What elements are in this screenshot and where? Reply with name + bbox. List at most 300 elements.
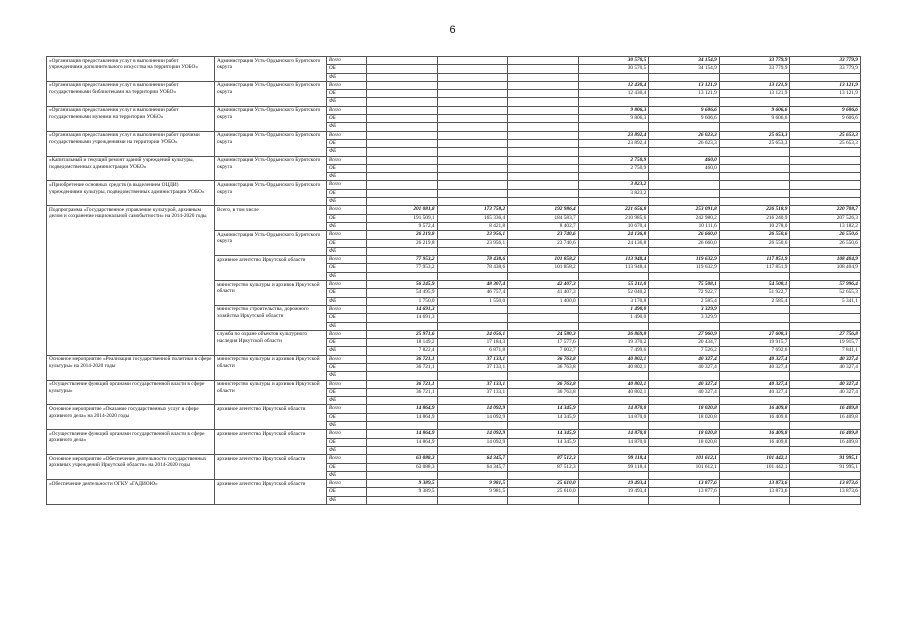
funding-source-cell: ФБ (327, 347, 367, 355)
amount-cell: 16 409,8 (790, 405, 861, 413)
amount-cell (437, 73, 508, 81)
funding-source-cell: ОБ (327, 239, 367, 247)
amount-cell (719, 322, 790, 330)
amount-cell: 37 133,1 (437, 380, 508, 388)
page-number: 6 (449, 24, 456, 36)
table-row (47, 181, 861, 189)
funding-source-cell: ФБ (327, 123, 367, 131)
amount-cell: 9 806,3 (578, 115, 649, 123)
amount-cell: 1 400,0 (508, 297, 579, 305)
amount-cell: 119 632,9 (649, 264, 720, 272)
amount-cell (508, 422, 579, 430)
amount-cell (437, 106, 508, 114)
amount-cell (790, 272, 861, 280)
amount-cell: 19 915,7 (719, 339, 790, 347)
amount-cell (437, 198, 508, 206)
amount-cell: 75 508,1 (649, 281, 720, 289)
amount-cell: 242 980,2 (649, 214, 720, 222)
amount-cell (649, 372, 720, 380)
table-row (47, 405, 861, 413)
amount-cell: 7 526,2 (649, 347, 720, 355)
amount-cell (437, 164, 508, 172)
amount-cell: 10 670,4 (578, 222, 649, 230)
amount-cell (508, 164, 579, 172)
amount-cell: 19 370,2 (578, 339, 649, 347)
amount-cell: 13 877,6 (649, 488, 720, 496)
amount-cell (508, 305, 579, 313)
amount-cell: 9 606,6 (719, 115, 790, 123)
amount-cell: 20 434,7 (649, 339, 720, 347)
amount-cell: 18 020,8 (649, 430, 720, 438)
funding-source-cell: Всего (327, 305, 367, 313)
amount-cell: 101 442,1 (719, 463, 790, 471)
amount-cell (508, 322, 579, 330)
amount-cell: 40 327,4 (790, 380, 861, 388)
amount-cell (437, 471, 508, 479)
funding-source-cell: ОБ (327, 214, 367, 222)
amount-cell: 33 779,9 (719, 65, 790, 73)
amount-cell (790, 148, 861, 156)
amount-cell: 13 121,9 (719, 81, 790, 89)
amount-cell (508, 181, 579, 189)
amount-cell (649, 272, 720, 280)
amount-cell: 192 986,4 (508, 206, 579, 214)
amount-cell (508, 65, 579, 73)
amount-cell: 26 869,8 (578, 330, 649, 338)
amount-cell: 40 327,4 (719, 388, 790, 396)
amount-cell (719, 422, 790, 430)
amount-cell (367, 106, 438, 114)
amount-cell (790, 73, 861, 81)
amount-cell (508, 247, 579, 255)
amount-cell (437, 496, 508, 504)
measure-name-cell: Основное мероприятие «Обеспечение деятельности государственных архивных учреждений Иркутской области» на 2014-2020 годы (47, 455, 215, 480)
amount-cell (508, 156, 579, 164)
amount-cell (578, 397, 649, 405)
amount-cell: 14 092,9 (437, 405, 508, 413)
funding-source-cell: ОБ (327, 388, 367, 396)
amount-cell: 25 610,0 (508, 488, 579, 496)
table-row (47, 206, 861, 214)
amount-cell (508, 90, 579, 98)
table-row (47, 455, 861, 463)
funding-source-cell: ОБ (327, 189, 367, 197)
amount-cell: 99 118,4 (578, 455, 649, 463)
measure-name-cell: Основное мероприятие «Реализация государственной политики в сфере культуры» на 2014-2020 годы (47, 355, 215, 380)
funding-source-cell: Всего (327, 106, 367, 114)
amount-cell (649, 73, 720, 81)
amount-cell (649, 181, 720, 189)
amount-cell (367, 164, 438, 172)
amount-cell: 23 892,4 (578, 139, 649, 147)
amount-cell (790, 156, 861, 164)
amount-cell: 26 550,6 (719, 231, 790, 239)
amount-cell (578, 422, 649, 430)
amount-cell (578, 148, 649, 156)
amount-cell: 113 948,4 (578, 264, 649, 272)
executor-cell: архивное агентство Иркутской области (215, 256, 327, 281)
amount-cell (367, 247, 438, 255)
amount-cell (508, 173, 579, 181)
amount-cell: 14 870,0 (578, 430, 649, 438)
amount-cell (649, 123, 720, 131)
amount-cell (437, 189, 508, 197)
amount-cell (719, 148, 790, 156)
amount-cell (508, 98, 579, 106)
amount-cell: 119 632,9 (649, 256, 720, 264)
amount-cell: 14 864,9 (367, 430, 438, 438)
amount-cell: 1 490,0 (578, 305, 649, 313)
funding-source-cell: ОБ (327, 139, 367, 147)
amount-cell (437, 173, 508, 181)
funding-source-cell: ОБ (327, 363, 367, 371)
amount-cell (649, 446, 720, 454)
amount-cell: 78 438,6 (437, 256, 508, 264)
executor-cell: Администрация Усть-Ордынского Бурятского округа (215, 106, 327, 131)
funding-source-cell: Всего (327, 181, 367, 189)
funding-source-cell: ФБ (327, 496, 367, 504)
amount-cell: 36 721,1 (367, 355, 438, 363)
amount-cell: 14 092,9 (437, 430, 508, 438)
amount-cell: 40 802,1 (578, 388, 649, 396)
funding-source-cell: ФБ (327, 73, 367, 81)
amount-cell: 64 345,7 (437, 463, 508, 471)
amount-cell: 40 327,4 (790, 355, 861, 363)
amount-cell: 14 092,9 (437, 438, 508, 446)
amount-cell: 26 550,6 (719, 239, 790, 247)
amount-cell (367, 422, 438, 430)
amount-cell: 17 577,6 (508, 339, 579, 347)
executor-cell: министерство культуры и архивов Иркутской области (215, 380, 327, 405)
amount-cell (437, 372, 508, 380)
amount-cell: 37 133,1 (437, 363, 508, 371)
amount-cell (508, 189, 579, 197)
executor-cell: Администрация Усть-Ордынского Бурятского округа (215, 156, 327, 181)
table-row (47, 430, 861, 438)
amount-cell: 9 806,3 (578, 106, 649, 114)
amount-cell (437, 139, 508, 147)
amount-cell: 40 327,4 (790, 363, 861, 371)
amount-cell: 25 653,3 (719, 131, 790, 139)
amount-cell (367, 181, 438, 189)
amount-cell: 33 779,9 (719, 57, 790, 65)
amount-cell: 55 211,0 (578, 281, 649, 289)
amount-cell: 117 851,9 (719, 256, 790, 264)
amount-cell: 51 922,7 (719, 289, 790, 297)
amount-cell: 9 606,6 (719, 106, 790, 114)
amount-cell (649, 471, 720, 479)
amount-cell (790, 397, 861, 405)
funding-source-cell: ФБ (327, 222, 367, 230)
amount-cell: 3 823,2 (578, 181, 649, 189)
amount-cell (578, 247, 649, 255)
amount-cell: 9 981,5 (437, 488, 508, 496)
amount-cell (790, 247, 861, 255)
table-row (47, 480, 861, 488)
amount-cell: 14 691,3 (367, 305, 438, 313)
amount-cell: 77 953,2 (367, 256, 438, 264)
amount-cell (437, 305, 508, 313)
amount-cell (719, 189, 790, 197)
amount-cell (437, 115, 508, 123)
amount-cell (578, 98, 649, 106)
amount-cell (367, 496, 438, 504)
executor-cell: архивное агентство Иркутской области (215, 430, 327, 455)
amount-cell (790, 198, 861, 206)
executor-cell: архивное агентство Иркутской области (215, 455, 327, 480)
amount-cell (790, 322, 861, 330)
amount-cell: 18 020,8 (649, 405, 720, 413)
amount-cell: 226 518,9 (719, 206, 790, 214)
amount-cell: 40 327,4 (719, 363, 790, 371)
measure-name-cell: «Капитальный и текущий ремонт зданий учреждений культуры, подведомственных администрации УОБО» (47, 156, 215, 181)
executor-cell: архивное агентство Иркутской области (215, 405, 327, 430)
amount-cell (508, 57, 579, 65)
amount-cell: 40 327,4 (649, 363, 720, 371)
amount-cell (719, 372, 790, 380)
amount-cell: 6 871,8 (437, 347, 508, 355)
amount-cell: 40 802,1 (578, 355, 649, 363)
amount-cell (719, 247, 790, 255)
measure-name-cell: «Организация предоставления услуг в выполнении работ учреждениями дополнительного искусства на территории УОБО» (47, 57, 215, 82)
amount-cell (508, 272, 579, 280)
amount-cell: 460,0 (649, 164, 720, 172)
amount-cell (790, 181, 861, 189)
amount-cell (508, 139, 579, 147)
funding-source-cell: ОБ (327, 314, 367, 322)
amount-cell (367, 446, 438, 454)
amount-cell: 3 823,2 (578, 189, 649, 197)
amount-cell (719, 173, 790, 181)
amount-cell: 72 922,7 (649, 289, 720, 297)
amount-cell: 40 327,4 (649, 388, 720, 396)
amount-cell: 201 081,8 (367, 206, 438, 214)
amount-cell (790, 164, 861, 172)
amount-cell: 16 409,8 (719, 413, 790, 421)
amount-cell (367, 272, 438, 280)
amount-cell (367, 131, 438, 139)
amount-cell: 14 870,0 (578, 405, 649, 413)
table-row (47, 380, 861, 388)
amount-cell (649, 496, 720, 504)
amount-cell: 16 409,8 (719, 438, 790, 446)
amount-cell: 165 336,4 (437, 214, 508, 222)
amount-cell: 52 655,3 (790, 289, 861, 297)
amount-cell (578, 73, 649, 81)
amount-cell (367, 189, 438, 197)
amount-cell: 113 948,4 (578, 256, 649, 264)
amount-cell (790, 471, 861, 479)
funding-source-cell: ОБ (327, 488, 367, 496)
amount-cell: 9 572,4 (367, 222, 438, 230)
amount-cell: 64 345,7 (437, 455, 508, 463)
funding-source-cell: ФБ (327, 322, 367, 330)
amount-cell: 18 149,2 (367, 339, 438, 347)
amount-cell (437, 156, 508, 164)
amount-cell (719, 123, 790, 131)
amount-cell: 210 985,6 (578, 214, 649, 222)
amount-cell (437, 272, 508, 280)
amount-cell: 19 493,4 (578, 488, 649, 496)
amount-cell: 26 023,3 (649, 139, 720, 147)
amount-cell (578, 198, 649, 206)
amount-cell (367, 198, 438, 206)
amount-cell (790, 372, 861, 380)
amount-cell: 9 606,6 (790, 115, 861, 123)
amount-cell: 40 327,4 (719, 380, 790, 388)
amount-cell (508, 115, 579, 123)
amount-cell (367, 397, 438, 405)
amount-cell (508, 123, 579, 131)
amount-cell (719, 397, 790, 405)
amount-cell: 14 870,0 (578, 413, 649, 421)
amount-cell (437, 123, 508, 131)
amount-cell (719, 471, 790, 479)
amount-cell (578, 496, 649, 504)
measure-name-cell: «Организация предоставления услуг в выполнении работ прочими государственными учреждениями на территории УОБО» (47, 131, 215, 156)
amount-cell: 27 756,8 (790, 330, 861, 338)
amount-cell (508, 73, 579, 81)
amount-cell: 13 121,9 (719, 90, 790, 98)
amount-cell (367, 148, 438, 156)
amount-cell: 14 870,0 (578, 438, 649, 446)
amount-cell: 63 088,3 (367, 455, 438, 463)
measure-name-cell: «Осуществление функций органами государственной власти в сфере архивного дела» (47, 430, 215, 455)
funding-source-cell: Всего (327, 430, 367, 438)
amount-cell: 37 133,1 (437, 388, 508, 396)
executor-cell: Администрация Усть-Ордынского Бурятского округа (215, 131, 327, 156)
amount-cell: 13 873,6 (719, 488, 790, 496)
amount-cell (508, 496, 579, 504)
amount-cell: 36 763,8 (508, 380, 579, 388)
table-row (47, 131, 861, 139)
amount-cell: 9 389,5 (367, 488, 438, 496)
amount-cell: 9 606,6 (649, 106, 720, 114)
amount-cell (508, 131, 579, 139)
amount-cell: 54 495,9 (367, 289, 438, 297)
amount-cell: 3 329,9 (649, 314, 720, 322)
amount-cell (367, 372, 438, 380)
amount-cell: 63 088,3 (367, 463, 438, 471)
funding-source-cell: ФБ (327, 173, 367, 181)
amount-cell: 13 121,9 (649, 81, 720, 89)
funding-source-cell: ОБ (327, 463, 367, 471)
amount-cell: 1 750,0 (367, 297, 438, 305)
amount-cell: 12 430,4 (578, 90, 649, 98)
amount-cell: 54 508,1 (719, 281, 790, 289)
amount-cell: 23 956,1 (437, 239, 508, 247)
amount-cell (649, 397, 720, 405)
amount-cell (719, 446, 790, 454)
amount-cell: 26 660,0 (649, 239, 720, 247)
amount-cell: 40 802,1 (578, 363, 649, 371)
amount-cell (578, 372, 649, 380)
amount-cell (367, 73, 438, 81)
amount-cell: 46 757,4 (437, 289, 508, 297)
amount-cell: 8 421,8 (437, 222, 508, 230)
amount-cell: 220 708,7 (790, 206, 861, 214)
amount-cell (790, 314, 861, 322)
measure-name-cell: «Осуществление функций органами государственной власти в сфере культуры» (47, 380, 215, 405)
amount-cell (437, 148, 508, 156)
amount-cell (437, 181, 508, 189)
amount-cell (790, 123, 861, 131)
amount-cell: 207 526,3 (790, 214, 861, 222)
amount-cell (649, 98, 720, 106)
funding-source-cell: Всего (327, 57, 367, 65)
amount-cell: 13 121,9 (790, 90, 861, 98)
amount-cell: 36 721,1 (367, 380, 438, 388)
amount-cell (437, 322, 508, 330)
amount-cell: 7 499,6 (578, 347, 649, 355)
amount-cell (367, 98, 438, 106)
funding-source-cell: ОБ (327, 438, 367, 446)
amount-cell: 24 136,8 (578, 231, 649, 239)
funding-source-cell: ФБ (327, 471, 367, 479)
amount-cell (437, 81, 508, 89)
amount-cell (719, 98, 790, 106)
amount-cell: 13 121,9 (790, 81, 861, 89)
amount-cell (719, 314, 790, 322)
executor-cell: Администрация Усть-Ордынского Бурятского округа (215, 231, 327, 256)
executor-cell: Администрация Усть-Ордынского Бурятского округа (215, 81, 327, 106)
amount-cell (649, 148, 720, 156)
amount-cell (578, 123, 649, 131)
funding-source-cell: ОБ (327, 413, 367, 421)
amount-cell: 14 345,9 (508, 430, 579, 438)
amount-cell: 99 118,4 (578, 463, 649, 471)
funding-source-cell: ФБ (327, 148, 367, 156)
amount-cell: 41 407,3 (508, 289, 579, 297)
amount-cell: 1 550,0 (437, 297, 508, 305)
amount-cell: 26 550,6 (790, 239, 861, 247)
amount-cell: 25 653,3 (790, 139, 861, 147)
amount-cell: 91 995,1 (790, 463, 861, 471)
amount-cell: 14 345,9 (508, 413, 579, 421)
amount-cell: 77 953,2 (367, 264, 438, 272)
amount-cell (790, 98, 861, 106)
executor-cell: Администрация Усть-Ордынского Бурятского округа (215, 181, 327, 206)
funding-source-cell: ОБ (327, 339, 367, 347)
amount-cell: 25 971,6 (367, 330, 438, 338)
funding-source-cell: ФБ (327, 446, 367, 454)
executor-cell: архивное агентство Иркутской области (215, 480, 327, 505)
amount-cell: 9 606,6 (649, 115, 720, 123)
amount-cell: 36 721,1 (367, 363, 438, 371)
amount-cell (508, 198, 579, 206)
table-row (47, 81, 861, 89)
funding-source-cell: ФБ (327, 247, 367, 255)
amount-cell (790, 189, 861, 197)
amount-cell: 40 327,4 (719, 355, 790, 363)
amount-cell: 26 219,8 (367, 231, 438, 239)
amount-cell: 12 430,4 (578, 81, 649, 89)
amount-cell: 173 758,2 (437, 206, 508, 214)
amount-cell: 24 136,8 (578, 239, 649, 247)
amount-cell: 10 111,6 (649, 222, 720, 230)
amount-cell (367, 123, 438, 131)
amount-cell: 16 409,8 (790, 430, 861, 438)
funding-source-cell: Всего (327, 156, 367, 164)
measure-name-cell: «Организация предоставления услуг в выполнении работ государственными библиотеками на территории УОБО» (47, 81, 215, 106)
funding-source-cell: Всего (327, 455, 367, 463)
amount-cell (719, 272, 790, 280)
amount-cell: 78 438,6 (437, 264, 508, 272)
amount-cell: 23 740,6 (508, 239, 579, 247)
amount-cell (367, 65, 438, 73)
funding-source-cell: ОБ (327, 289, 367, 297)
amount-cell: 7 822,4 (367, 347, 438, 355)
